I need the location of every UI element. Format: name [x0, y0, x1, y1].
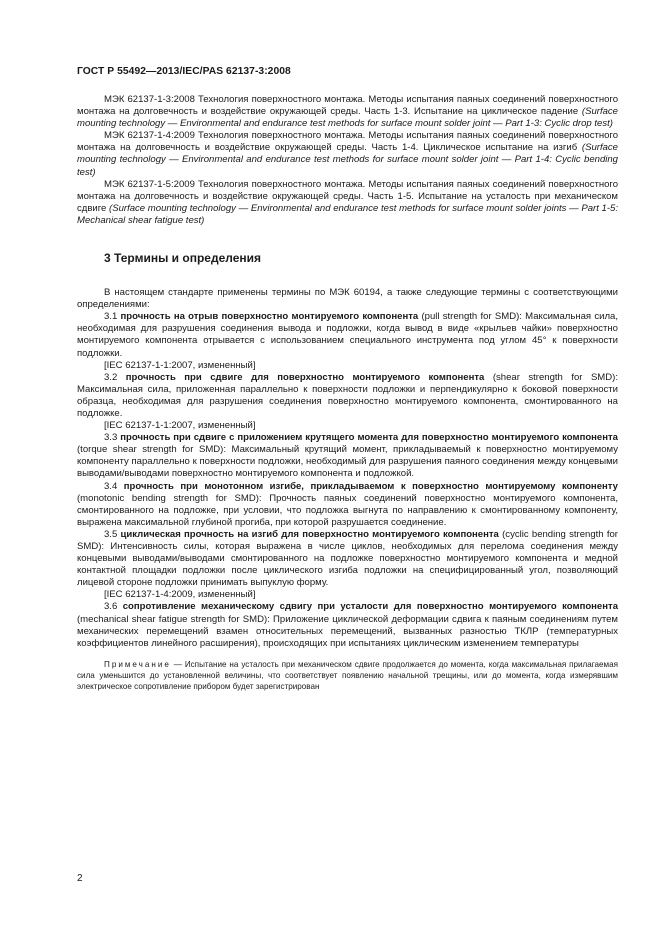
term-number: 3.3	[104, 432, 121, 444]
reference-text: МЭК 62137-1-5:2009 Технология поверхностного монтажа. Методы испытания паяных соединений поверхностного монтажа на долговечность и воздействие окружающей среды. Часть 1-5. Испытание на усталость при механическом сдвиге	[77, 178, 618, 214]
term-name: сопротивление механическому сдвигу при усталости для поверхностно монтируемого компонента	[122, 601, 618, 613]
section-intro: В настоящем стандарте применены термины по МЭК 60194, а также следующие термины с соответствующими определениями:	[77, 287, 618, 311]
term-name: циклическая прочность на изгиб для поверхностно монтируемого компонента	[120, 528, 499, 540]
page-number: 2	[77, 873, 83, 884]
term-entry	[77, 529, 618, 589]
reference-text: МЭК 62137-1-3:2008 Технология поверхностного монтажа. Методы испытания паяных соединений поверхностного монтажа на долговечность и воздействие окружающей среды. Часть 1-3. Испытание на циклическое падение	[77, 94, 618, 118]
reference-entry	[77, 94, 618, 130]
document-header: ГОСТ Р 55492—2013/IEC/PAS 62137-3:2008	[77, 66, 291, 77]
term-definition: (cyclic bending strength for SMD): Интенсивность силы, которая выражена в числе циклов, необходимых для перелома соединения между концевыми выводами/выводами смонтированного на подложке поверхностно монтируемого компонента и медной контактной площадки подложки после циклического изгиба подложки на специфицированный угол, позволяющий лицевой стороне подложки принимать выпуклую форму.	[77, 528, 618, 589]
reference-english-title: (Surface mounting technology — Environmental and endurance test methods for surface mount solder joint — Part 1-4: Cyclic bending test)	[77, 142, 618, 178]
term-number: 3.2	[104, 371, 126, 383]
term-name: прочность при сдвиге с приложением крутящего момента для поверхностно монтируемого компонента	[120, 432, 618, 444]
reference-text: МЭК 62137-1-4:2009 Технология поверхностного монтажа. Методы испытания паяных соединений поверхностного монтажа на долговечность и воздействие окружающей среды. Часть 1-4. Циклическое испытание на изгиб	[77, 130, 618, 154]
term-entry	[77, 311, 618, 359]
term-name: прочность при сдвиге для поверхностно монтируемого компонента	[125, 371, 485, 383]
document-body	[77, 94, 618, 692]
note-label: Примечание	[104, 659, 171, 669]
term-definition: (mechanical shear fatigue strength for SMD): Приложение циклической деформации сдвига к паяным соединениям путем механических перемещений взамен относительных перемещений, вызванных разностью ТКЛР (температурных коэффициентов линейного расширения), происходящих при испытаниях циклическим изменением температуры	[77, 613, 618, 649]
reference-entry	[77, 130, 618, 178]
term-source: [IEC 62137-1-4:2009, измененный]	[104, 589, 256, 601]
reference-entry	[77, 179, 618, 227]
term-number: 3.4	[104, 480, 124, 492]
term-definition: (monotonic bending strength for SMD): Прочность паяных соединений поверхностно монтируемого компонента, смонтированного на подложке, при условии, что подложка выгнута по направлению к смонтированному компоненту, выражена максимальной глубиной прогиба, при которой разрушается соединение.	[77, 492, 618, 528]
note-text: — Испытание на усталость при механическом сдвиге продолжается до момента, когда максимальная прилагаемая сила уменьшится до установленной величины, что соответствует появлению начальной трещины, или до момента, когда измерявшим электрическое сопротивление прибором будет зарегистрирован	[77, 659, 618, 692]
reference-english-title: (Surface mounting technology — Environmental and endurance test methods for surface mount solder joints — Part 1-5: Mechanical shear fatigue test)	[77, 202, 619, 226]
term-source: [IEC 62137-1-1:2007, измененный]	[104, 420, 256, 432]
term-definition: (torque shear strength for SMD): Максимальный крутящий момент, прикладываемый к поверхностно монтируемому компоненту параллельно к поверхности подложки, необходимый для разрушения паяного соединения между концевыми выводами/выводами поверхностно монтируемого компонента и подложкой.	[77, 444, 618, 480]
term-number: 3.5	[104, 528, 121, 540]
term-definition: (pull strength for SMD): Максимальная сила, необходимая для разрушения соединения вывода и подложки, когда вывод в виде «крыльев чайки» поверхностно монтируемого компонента отрывается с использованием специального инструмента под углом 45° к поверхности подложки.	[77, 311, 618, 359]
term-entry	[77, 372, 618, 420]
term-entry	[77, 481, 618, 529]
term-entry	[77, 601, 618, 649]
term-name: прочность при монотонном изгибе, прикладываемом к поверхностно монтируемому компоненту	[123, 480, 618, 492]
term-name: прочность на отрыв поверхностно монтируемого компонента	[120, 311, 419, 323]
section-heading: 3 Термины и определения	[104, 251, 262, 266]
term-source: [IEC 62137-1-1:2007, измененный]	[104, 359, 256, 371]
reference-english-title: (Surface mounting technology — Environmental and endurance test methods for surface mount solder joint — Part 1-3: Cyclic drop test)	[77, 106, 618, 130]
note-paragraph	[77, 659, 618, 692]
term-definition: (shear strength for SMD): Максимальная сила, приложенная параллельно к поверхности подложки и перпендикулярно к боковой поверхности образца, необходимая для разрушения соединения поверхностно монтируемого компонента, смонтированного на подложке.	[77, 371, 618, 419]
term-number: 3.6	[104, 601, 123, 613]
term-number: 3.1	[104, 311, 121, 323]
term-entry	[77, 432, 618, 480]
